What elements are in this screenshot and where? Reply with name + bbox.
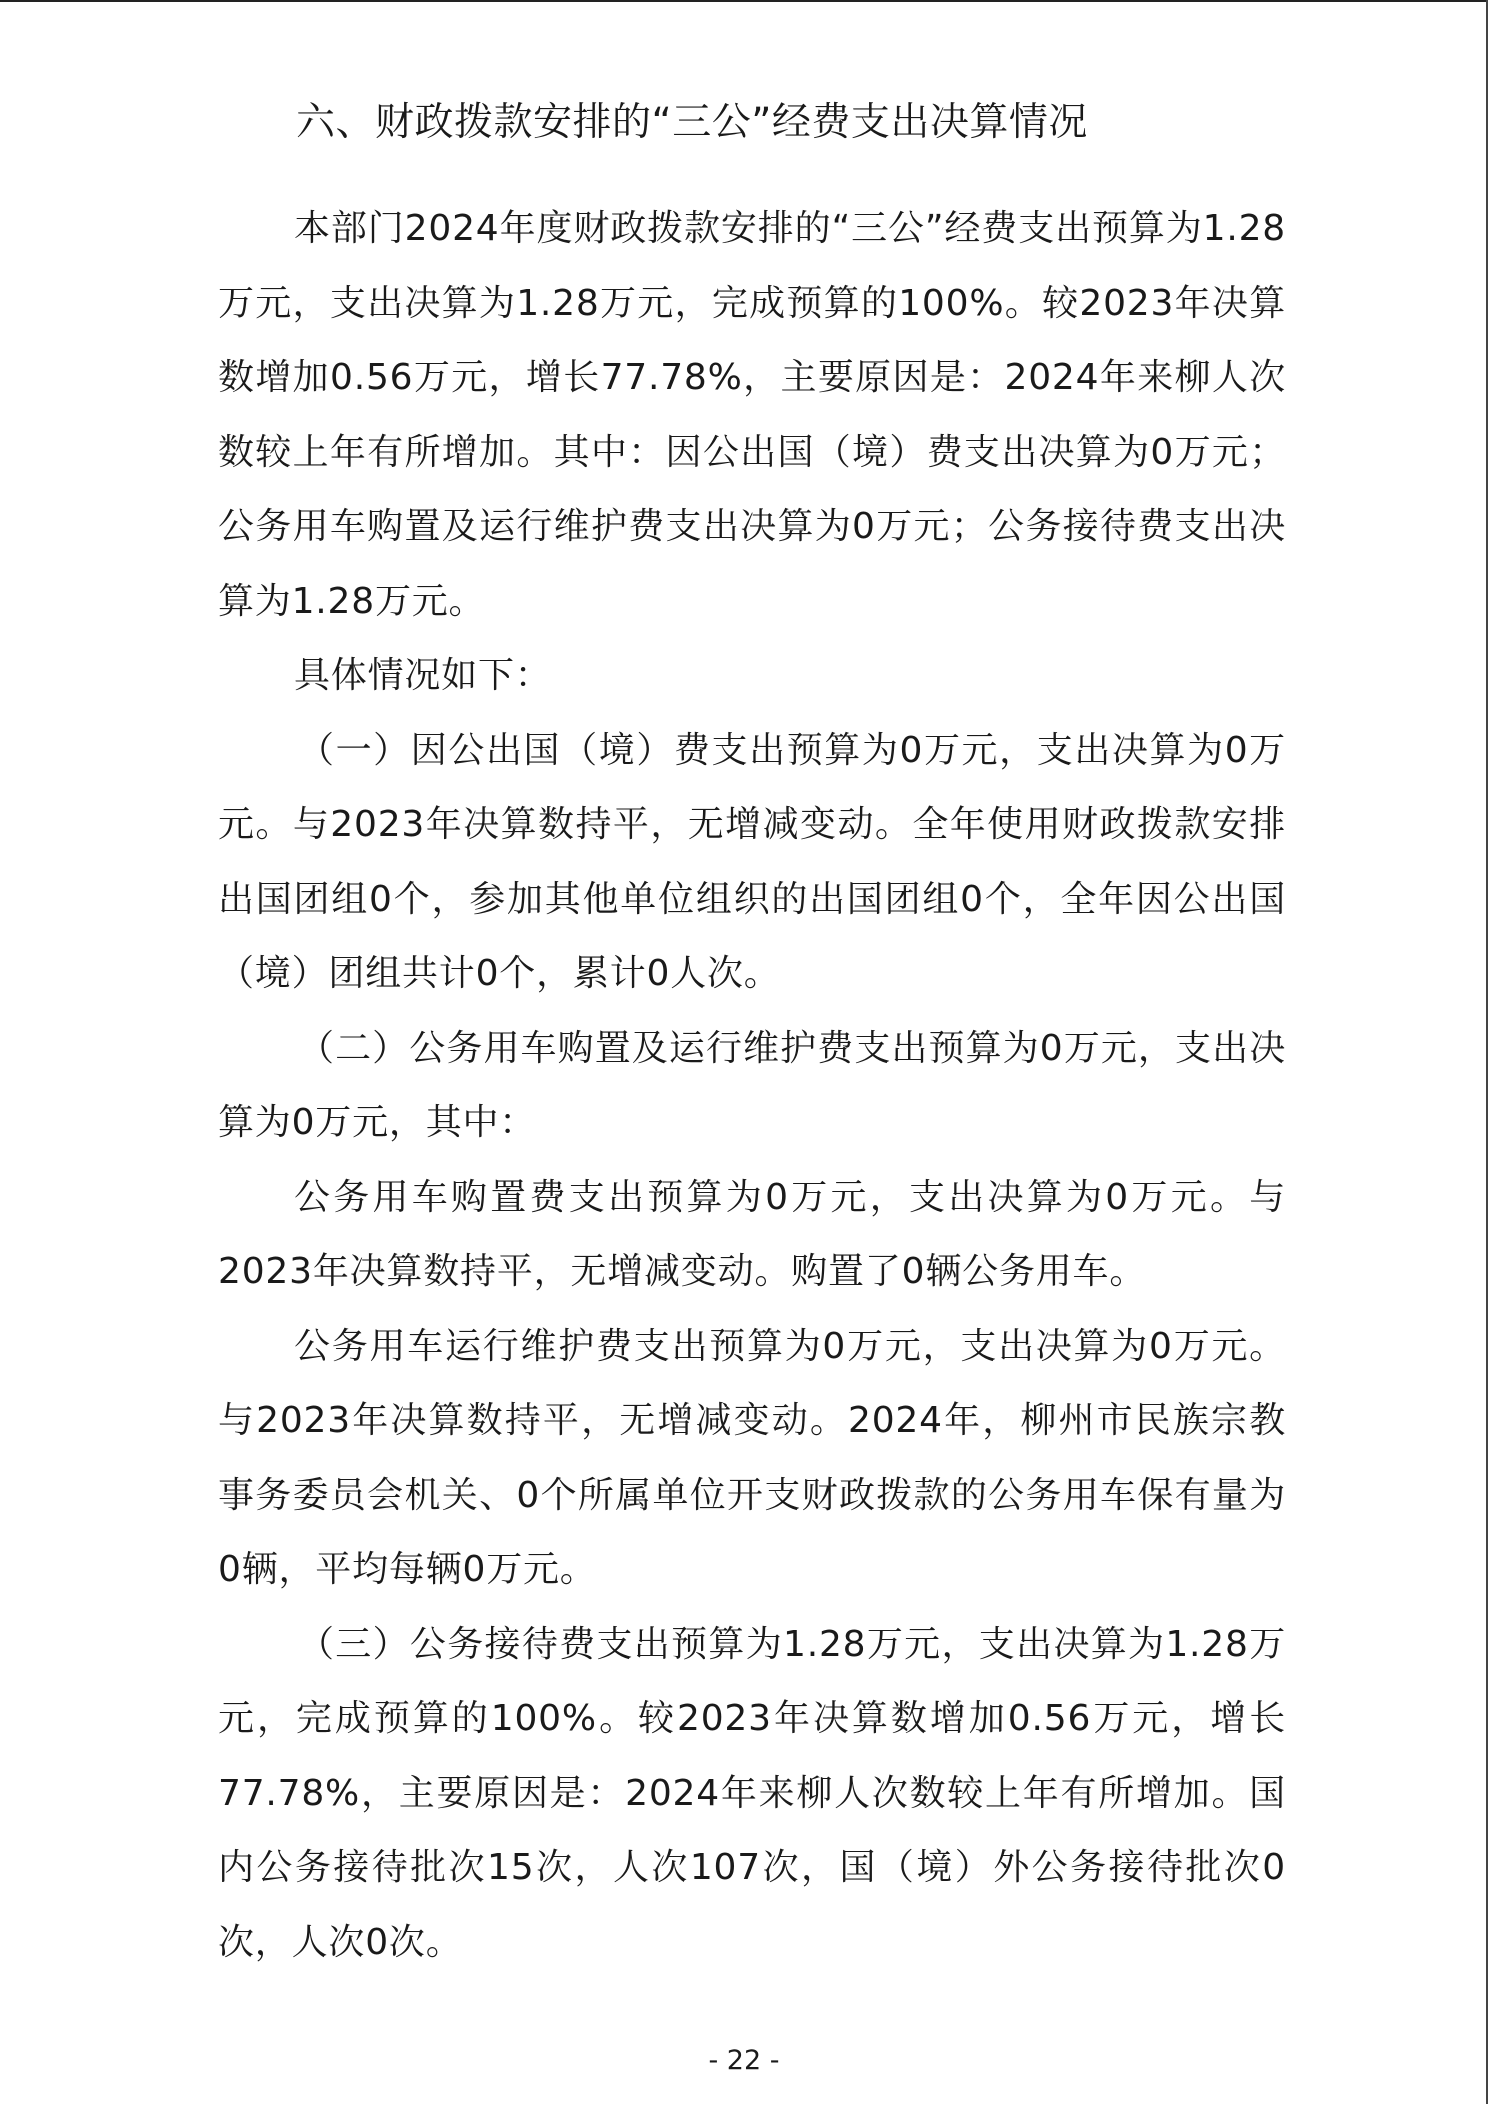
section-heading: 六、财政拨款安排的“三公”经费支出决算情况 [296,100,1088,145]
paragraph-overview: 本部门2024年度财政拨款安排的“三公”经费支出预算为1.28万元，支出决算为1.28万元，完成预算的100%。较2023年决算数增加0.56万元，增长77.78%，主要原因是：2024年来柳人次数较上年有所增加。其中：因公出国（境）费支出决算为0万元；公务用车购置及运行维护费支出决算为0万元；公务接待费支出决算为1.28万元。 [218,208,1286,622]
paragraph-overseas-travel: （一）因公出国（境）费支出预算为0万元，支出决算为0万元。与2023年决算数持平，无增减变动。全年使用财政拨款安排出国团组0个，参加其他单位组织的出国团组0个，全年因公出国（境）团组共计0个，累计0人次。 [218,729,1286,994]
page-number: - 22 - [708,2045,780,2076]
document-page [218,92,1286,1980]
top-border-line [0,0,1488,2]
paragraph-details-intro: 具体情况如下： [294,655,552,696]
paragraph-vehicle-purchase: 公务用车购置费支出预算为0万元，支出决算为0万元。与2023年决算数持平，无增减变动。购置了0辆公务用车。 [218,1176,1286,1292]
paragraph-vehicle-expenses: （二）公务用车购置及运行维护费支出预算为0万元，支出决算为0万元，其中： [218,1027,1286,1143]
paragraph-vehicle-maintenance: 公务用车运行维护费支出预算为0万元，支出决算为0万元。与2023年决算数持平，无增减变动。2024年，柳州市民族宗教事务委员会机关、0个所属单位开支财政拨款的公务用车保有量为0辆，平均每辆0万元。 [218,1325,1286,1590]
paragraph-reception: （三）公务接待费支出预算为1.28万元，支出决算为1.28万元，完成预算的100%。较2023年决算数增加0.56万元，增长77.78%，主要原因是：2024年来柳人次数较上年有所增加。国内公务接待批次15次，人次107次，国（境）外公务接待批次0次，人次0次。 [218,1623,1286,1963]
